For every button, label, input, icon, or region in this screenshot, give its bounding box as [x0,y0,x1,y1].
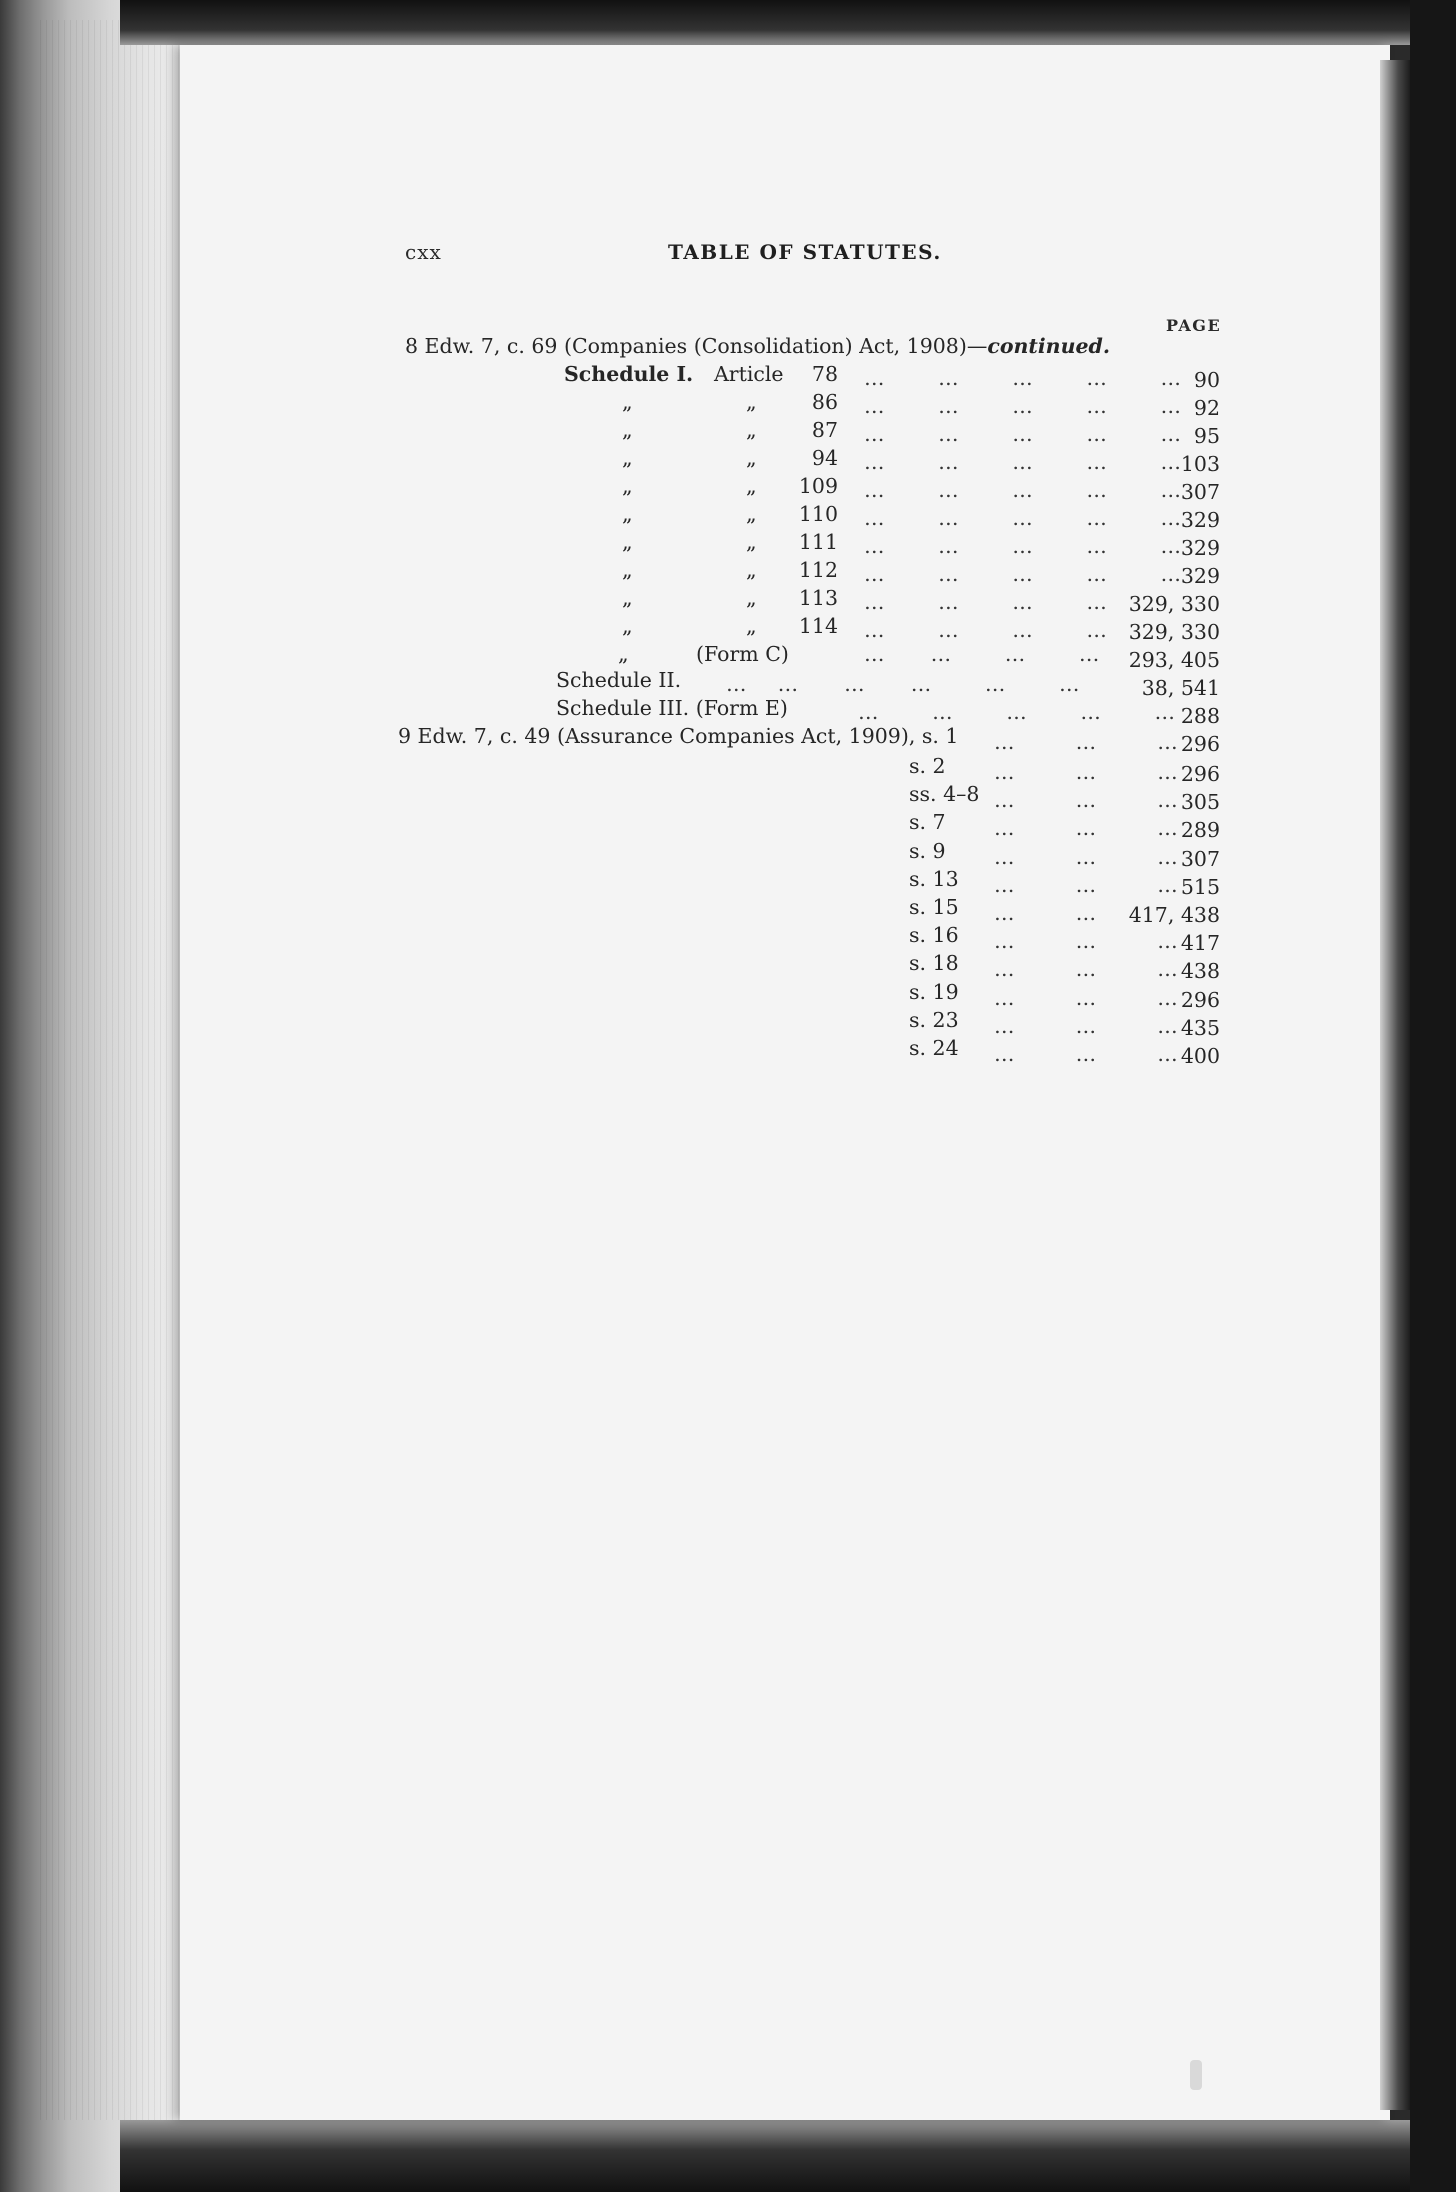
article-number: 112 [798,558,838,582]
article-number: 111 [798,530,838,554]
ditto-mark: „ [746,586,757,610]
page-reference: 305 [1180,790,1220,814]
ditto-mark: „ [746,614,757,638]
dot-leader: … … … [994,873,1179,897]
schedule-3-page: 288 [1180,704,1220,728]
page-reference: 515 [1180,875,1220,899]
page-reference: 92 [1193,396,1220,420]
dot-leader: … … … [994,1042,1179,1066]
page-reference: 289 [1180,818,1220,842]
ditto-mark: „ [746,502,757,526]
article-number: 113 [798,586,838,610]
page-title: TABLE OF STATUTES. [668,240,942,264]
schedule-2-label: Schedule II. [556,668,682,692]
ditto-mark: „ [622,474,633,498]
page-reference: 95 [1193,424,1220,448]
page-reference: 329 [1180,564,1220,588]
section-ref: ss. 4–8 [909,782,980,806]
page-reference: 296 [1180,762,1220,786]
dot-leader: … … … … … [864,366,1182,390]
section-ref: s. 24 [909,1036,959,1060]
section-ref: s. 2 [909,754,946,778]
dot-leader: … … … [994,788,1179,812]
form-c-page: 293, 405 [1128,648,1220,672]
schedule-2-page: 38, 541 [1141,676,1220,700]
dot-leader: … … [994,901,1098,925]
section-ref: s. 18 [909,951,959,975]
page-reference: 103 [1180,452,1220,476]
dot-leader: … … … [994,816,1179,840]
section-ref: s. 7 [909,810,946,834]
ditto-mark: „ [746,418,757,442]
ditto-mark: „ [622,558,633,582]
page-reference: 307 [1180,847,1220,871]
page-reference: 438 [1180,959,1220,983]
article-number: 86 [811,390,838,414]
dark-background [1410,0,1456,2192]
dot-leader: … … … … [864,642,1101,666]
statute-heading-text: 8 Edw. 7, c. 69 (Companies (Consolidation) Act, 1908)— [405,334,988,358]
dot-leader: … … … … … [864,562,1182,586]
statute-2-heading: 9 Edw. 7, c. 49 (Assurance Companies Act, 1909), s. 1 [398,724,959,748]
section-ref: s. 16 [909,923,959,947]
ditto-mark: „ [746,474,757,498]
page-reference: 329, 330 [1128,620,1220,644]
ditto-mark: „ [746,558,757,582]
ditto-mark: „ [746,446,757,470]
dot-leader: … … … … … [864,534,1182,558]
article-number: 78 [811,362,838,386]
page-reference: 329 [1180,536,1220,560]
article-number: 87 [811,418,838,442]
page-reference: 400 [1180,1044,1220,1068]
page-reference: 307 [1180,480,1220,504]
schedule-1-label: Schedule I. [564,362,694,386]
section-ref: s. 15 [909,895,959,919]
dot-leader: … … … … [864,618,1108,642]
ditto-mark: „ [622,586,633,610]
dot-leader: … … … … … [864,422,1182,446]
dot-leader: … … … [994,760,1179,784]
page-reference: 329, 330 [1128,592,1220,616]
statute-heading [405,336,1110,357]
ditto-mark: „ [622,446,633,470]
bottom-edge [120,2120,1420,2192]
ditto-mark: „ [622,418,633,442]
page-right-edge [1380,60,1410,2110]
dot-leader: … … … [994,929,1179,953]
statute-2-first-page: 296 [1180,732,1220,756]
article-number: 114 [798,614,838,638]
dot-leader: … … … … … [864,478,1182,502]
section-ref: s. 9 [909,839,946,863]
top-edge [120,0,1420,45]
page-folio: cxx [405,240,442,264]
dot-leader: … … … … … [858,700,1176,724]
page-reference: 435 [1180,1016,1220,1040]
page-reference: 417, 438 [1128,903,1220,927]
ditto-mark: „ [622,614,633,638]
page-stack-lines [40,20,190,2120]
article-number: 110 [798,502,838,526]
ditto-mark: „ [622,530,633,554]
page-blemish [1190,2060,1202,2090]
schedule-3-label: Schedule III. (Form E) [556,696,788,720]
dot-leader: … … … … … [864,450,1182,474]
dot-leader: … … … … … [864,394,1182,418]
article-number: 94 [811,446,838,470]
section-ref: s. 19 [909,980,959,1004]
continued-label: continued. [987,334,1110,358]
dot-leader: … … … [994,1014,1179,1038]
section-ref: s. 13 [909,867,959,891]
ditto-mark: „ [618,642,629,666]
page-reference: 90 [1193,368,1220,392]
ditto-mark: „ [746,530,757,554]
dot-leader: … … … [994,957,1179,981]
article-number: 109 [798,474,838,498]
ditto-mark: „ [746,390,757,414]
dot-leader: … … … … [864,590,1108,614]
dot-leader: … … … [994,986,1179,1010]
ditto-mark: „ [622,390,633,414]
page-reference: 296 [1180,988,1220,1012]
page-reference: 417 [1180,931,1220,955]
ditto-mark: „ [622,502,633,526]
page-column-label: PAGE [1166,316,1222,335]
page-reference: 329 [1180,508,1220,532]
dot-leader: … … … [994,730,1179,754]
form-c-ref: (Form C) [696,642,789,666]
dot-leader: … … … [994,845,1179,869]
dot-leader: … … … … … … [726,672,1081,696]
article-label: Article [714,362,784,386]
book-page-stack [0,0,200,2192]
section-ref: s. 23 [909,1008,959,1032]
running-head [0,240,1456,270]
dot-leader: … … … … … [864,506,1182,530]
